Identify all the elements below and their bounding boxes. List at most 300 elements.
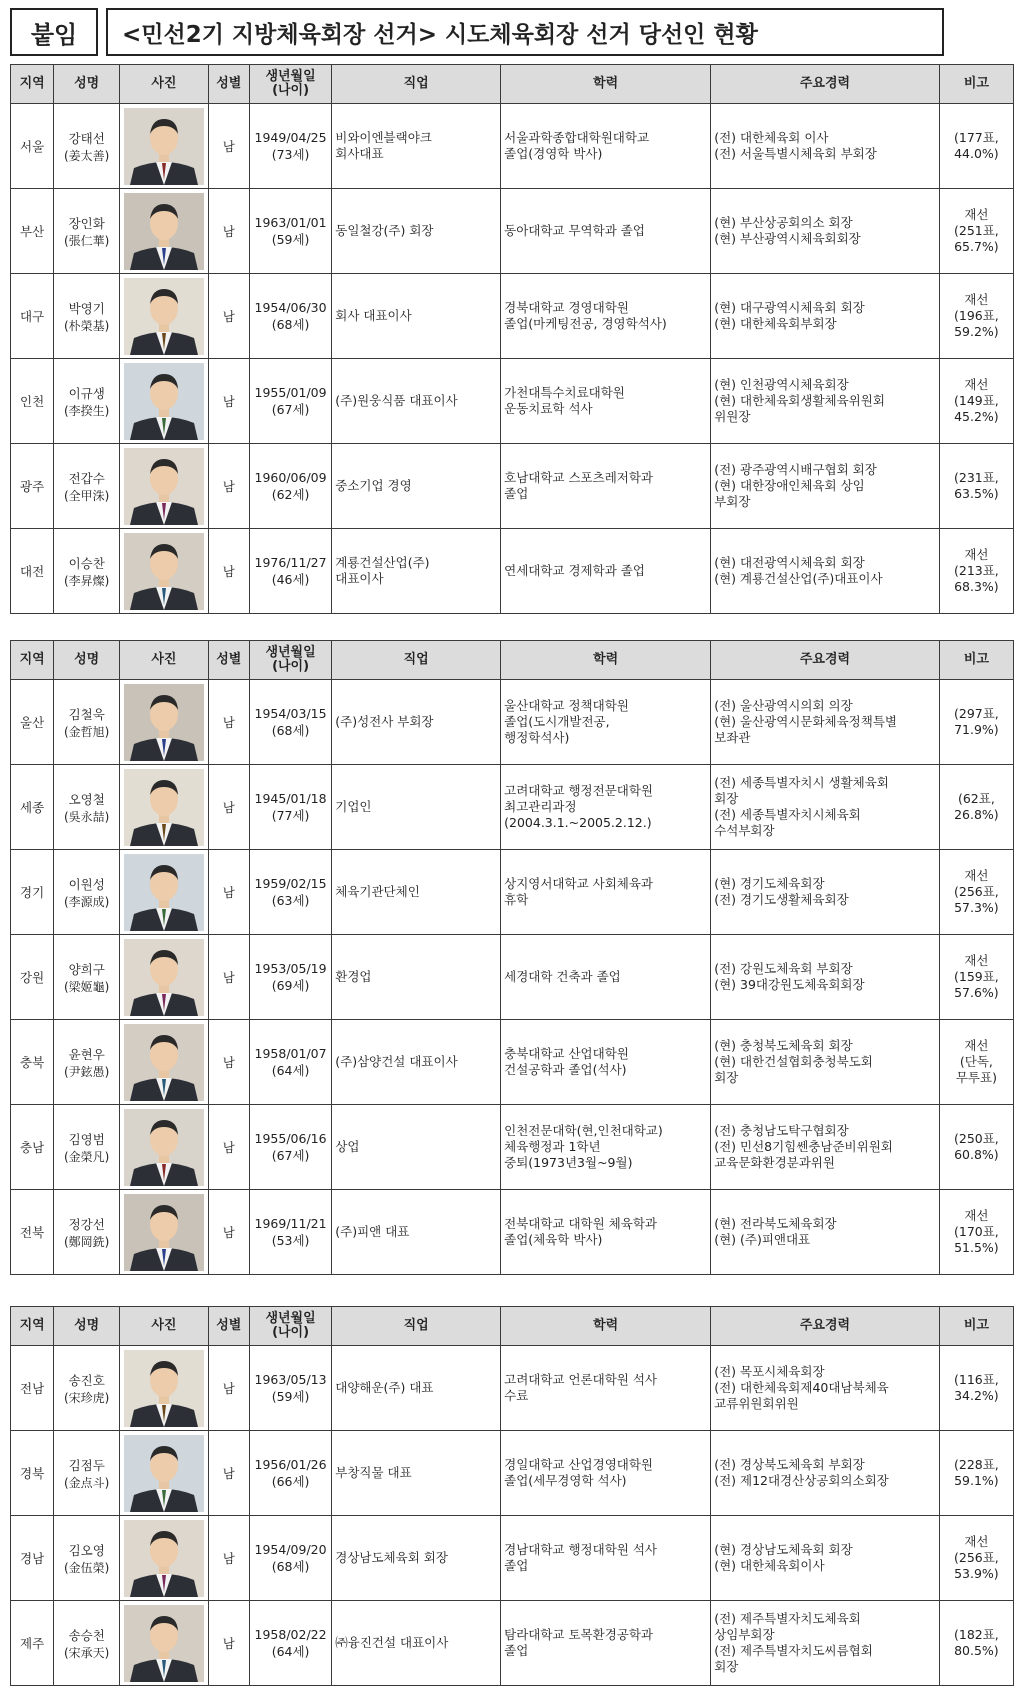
region-cell: 대전 bbox=[11, 529, 54, 614]
text-line: 행정학석사) bbox=[504, 730, 570, 745]
portrait-photo-icon bbox=[124, 1520, 204, 1597]
text-line: 경북대학교 경영대학원 bbox=[504, 300, 629, 315]
header-name: 성명 bbox=[54, 65, 120, 104]
note-line: 59.1%) bbox=[954, 1473, 999, 1488]
header-row bbox=[11, 65, 1014, 104]
text-line: (현) (주)피앤대표 bbox=[714, 1232, 811, 1247]
table-row bbox=[11, 1190, 1014, 1275]
region-cell: 전북 bbox=[11, 1190, 54, 1275]
name-cell bbox=[54, 765, 120, 850]
text-line: (전) 세종특별자치시 생활체육회 bbox=[714, 775, 889, 790]
note-line: (62표, bbox=[957, 791, 995, 806]
age: (59세) bbox=[271, 1388, 310, 1404]
note-line: 재선 bbox=[964, 868, 989, 883]
person-name-hanja: (金榮凡) bbox=[64, 1149, 110, 1164]
note-line: 68.3%) bbox=[954, 579, 999, 594]
text-line: (전) 경기도생활체육회장 bbox=[714, 892, 849, 907]
name-cell bbox=[54, 189, 120, 274]
region-cell: 부산 bbox=[11, 189, 54, 274]
note-cell bbox=[939, 1190, 1013, 1275]
header-name: 성명 bbox=[54, 1307, 120, 1346]
birth-cell bbox=[249, 1431, 331, 1516]
birth-cell bbox=[249, 850, 331, 935]
job-cell bbox=[332, 189, 501, 274]
text-line: 운동치료학 석사 bbox=[504, 401, 593, 416]
career-cell bbox=[711, 1431, 940, 1516]
table-header bbox=[11, 641, 1014, 680]
person-name: 김영범 bbox=[68, 1131, 105, 1147]
text-line: (현) 39대강원도체육회회장 bbox=[714, 977, 865, 992]
note-line: 44.0%) bbox=[954, 146, 999, 161]
person-name: 김오영 bbox=[68, 1542, 105, 1558]
birth-cell bbox=[249, 1020, 331, 1105]
name-cell bbox=[54, 444, 120, 529]
text-line: (전) 제주특별자치도씨름협회 bbox=[714, 1643, 873, 1658]
birth-date: 1954/06/30 bbox=[254, 299, 327, 315]
note-line: (170표, bbox=[954, 1224, 999, 1239]
header-birth-label: 생년월일 bbox=[265, 69, 316, 84]
birth-date: 1955/06/16 bbox=[254, 1130, 327, 1146]
region-cell: 울산 bbox=[11, 680, 54, 765]
gender-cell: 남 bbox=[208, 274, 249, 359]
region-cell: 제주 bbox=[11, 1601, 54, 1686]
job-cell bbox=[332, 1431, 501, 1516]
job-cell bbox=[332, 1190, 501, 1275]
job-cell bbox=[332, 850, 501, 935]
text-line: (현) 대한건설협회충청북도회 bbox=[714, 1054, 873, 1069]
photo-cell bbox=[120, 1105, 209, 1190]
person-name-hanja: (金伍榮) bbox=[64, 1560, 110, 1575]
birth-cell bbox=[249, 935, 331, 1020]
name-cell bbox=[54, 1190, 120, 1275]
text-line: 가천대특수치료대학원 bbox=[504, 385, 625, 400]
photo-cell bbox=[120, 1346, 209, 1431]
note-line: 60.8%) bbox=[954, 1147, 999, 1162]
note-cell bbox=[939, 1431, 1013, 1516]
text-line: 교류위원회위원 bbox=[714, 1396, 799, 1411]
text-line: 대양해운(주) 대표 bbox=[335, 1380, 434, 1395]
age: (67세) bbox=[271, 1147, 310, 1163]
person-name: 이규생 bbox=[68, 385, 105, 401]
header-age-label: (나이) bbox=[272, 1325, 310, 1340]
portrait-photo-icon bbox=[124, 939, 204, 1016]
education-cell bbox=[501, 935, 711, 1020]
header-job: 직업 bbox=[332, 1307, 501, 1346]
text-line: 중소기업 경영 bbox=[335, 478, 412, 493]
birth-cell bbox=[249, 189, 331, 274]
text-line: (전) 제12대경산상공회의소회장 bbox=[714, 1473, 889, 1488]
text-line: (주)피앤 대표 bbox=[335, 1224, 410, 1239]
education-cell bbox=[501, 444, 711, 529]
note-line: 재선 bbox=[964, 953, 989, 968]
birth-date: 1976/11/27 bbox=[254, 554, 327, 570]
name-cell bbox=[54, 359, 120, 444]
photo-cell bbox=[120, 1516, 209, 1601]
education-cell bbox=[501, 1516, 711, 1601]
person-name: 양희구 bbox=[68, 961, 105, 977]
text-line: 상업 bbox=[335, 1139, 360, 1154]
photo-cell bbox=[120, 765, 209, 850]
person-name-hanja: (姜太善) bbox=[64, 148, 110, 163]
education-cell bbox=[501, 529, 711, 614]
text-line: 위원장 bbox=[714, 409, 751, 424]
birth-date: 1963/01/01 bbox=[254, 214, 327, 230]
note-line: 59.2%) bbox=[954, 324, 999, 339]
region-cell: 서울 bbox=[11, 104, 54, 189]
note-line: (228표, bbox=[954, 1457, 999, 1472]
note-cell bbox=[939, 1105, 1013, 1190]
job-cell bbox=[332, 680, 501, 765]
note-line: 재선 bbox=[964, 292, 989, 307]
portrait-photo-icon bbox=[124, 1194, 204, 1271]
photo-cell bbox=[120, 680, 209, 765]
text-line: 경상남도체육회 회장 bbox=[335, 1550, 448, 1565]
region-cell: 충북 bbox=[11, 1020, 54, 1105]
text-line: 탐라대학교 토목환경공학과 bbox=[504, 1627, 653, 1642]
table-row bbox=[11, 1105, 1014, 1190]
text-line: 체육기관단체인 bbox=[335, 884, 420, 899]
note-line: (177표, bbox=[954, 130, 999, 145]
header-education: 학력 bbox=[501, 65, 711, 104]
text-line: 졸업 bbox=[504, 1558, 529, 1573]
gender-cell: 남 bbox=[208, 1516, 249, 1601]
job-cell bbox=[332, 444, 501, 529]
text-line: (현) 인천광역시체육회장 bbox=[714, 377, 849, 392]
table-header bbox=[11, 65, 1014, 104]
text-line: 경남대학교 행정대학원 석사 bbox=[504, 1542, 657, 1557]
note-line: (213표, bbox=[954, 563, 999, 578]
text-line: (현) 경기도체육회장 bbox=[714, 876, 825, 891]
career-cell bbox=[711, 1516, 940, 1601]
person-name: 김철욱 bbox=[68, 706, 105, 722]
career-cell bbox=[711, 850, 940, 935]
photo-cell bbox=[120, 1601, 209, 1686]
note-line: 65.7%) bbox=[954, 239, 999, 254]
portrait-photo-icon bbox=[124, 769, 204, 846]
birth-cell bbox=[249, 359, 331, 444]
note-line: 57.6%) bbox=[954, 985, 999, 1000]
header-job: 직업 bbox=[332, 641, 501, 680]
table-row bbox=[11, 765, 1014, 850]
career-cell bbox=[711, 1346, 940, 1431]
career-cell bbox=[711, 104, 940, 189]
text-line: (전) 경상북도체육회 부회장 bbox=[714, 1457, 865, 1472]
region-cell: 경남 bbox=[11, 1516, 54, 1601]
text-line: 회장 bbox=[714, 1070, 739, 1085]
text-line: (현) 대한체육회이사 bbox=[714, 1558, 825, 1573]
person-name-hanja: (梁姬龜) bbox=[64, 979, 110, 994]
birth-date: 1949/04/25 bbox=[254, 129, 327, 145]
person-name-hanja: (鄭岡銑) bbox=[64, 1234, 110, 1249]
note-cell bbox=[939, 444, 1013, 529]
job-cell bbox=[332, 1105, 501, 1190]
portrait-photo-icon bbox=[124, 448, 204, 525]
portrait-photo-icon bbox=[124, 1605, 204, 1682]
gender-cell: 남 bbox=[208, 1105, 249, 1190]
birth-date: 1954/09/20 bbox=[254, 1541, 327, 1557]
job-cell bbox=[332, 1601, 501, 1686]
education-cell bbox=[501, 1346, 711, 1431]
text-line: (전) 민선8기힘쎈충남준비위원회 bbox=[714, 1139, 893, 1154]
age: (64세) bbox=[271, 1643, 310, 1659]
region-cell: 경북 bbox=[11, 1431, 54, 1516]
photo-cell bbox=[120, 189, 209, 274]
age: (64세) bbox=[271, 1062, 310, 1078]
birth-date: 1954/03/15 bbox=[254, 705, 327, 721]
gender-cell: 남 bbox=[208, 680, 249, 765]
text-line: (주)원웅식품 대표이사 bbox=[335, 393, 458, 408]
text-line: (전) 울산광역시의회 의장 bbox=[714, 698, 853, 713]
text-line: 상임부회장 bbox=[714, 1627, 775, 1642]
text-line: (전) 강원도체육회 부회장 bbox=[714, 961, 853, 976]
text-line: (현) 충청북도체육회 회장 bbox=[714, 1038, 853, 1053]
photo-cell bbox=[120, 1190, 209, 1275]
birth-cell bbox=[249, 1190, 331, 1275]
header-education: 학력 bbox=[501, 1307, 711, 1346]
education-cell bbox=[501, 765, 711, 850]
header-career: 주요경력 bbox=[711, 641, 940, 680]
person-name: 이원성 bbox=[68, 876, 105, 892]
job-cell bbox=[332, 359, 501, 444]
table-row bbox=[11, 529, 1014, 614]
age: (68세) bbox=[271, 722, 310, 738]
note-line: 재선 bbox=[964, 377, 989, 392]
text-line: 졸업(도시개발전공, bbox=[504, 714, 610, 729]
person-name: 송진호 bbox=[68, 1372, 105, 1388]
age: (63세) bbox=[271, 892, 310, 908]
person-name-hanja: (金哲旭) bbox=[64, 724, 110, 739]
birth-date: 1956/01/26 bbox=[254, 1456, 327, 1472]
region-cell: 전남 bbox=[11, 1346, 54, 1431]
person-name: 박영기 bbox=[68, 300, 105, 316]
note-line: 80.5%) bbox=[954, 1643, 999, 1658]
header-note: 비고 bbox=[939, 65, 1013, 104]
region-cell: 강원 bbox=[11, 935, 54, 1020]
person-name: 장인화 bbox=[68, 215, 105, 231]
age: (66세) bbox=[271, 1473, 310, 1489]
person-name-hanja: (李揆生) bbox=[64, 403, 110, 418]
birth-cell bbox=[249, 1346, 331, 1431]
photo-cell bbox=[120, 104, 209, 189]
text-line: 회사 대표이사 bbox=[335, 308, 412, 323]
birth-cell bbox=[249, 1105, 331, 1190]
header-gender: 성별 bbox=[208, 641, 249, 680]
region-cell: 충남 bbox=[11, 1105, 54, 1190]
age: (59세) bbox=[271, 231, 310, 247]
text-line: (현) 울산광역시문화체육정책특별 bbox=[714, 714, 897, 729]
job-cell bbox=[332, 1346, 501, 1431]
table-header bbox=[11, 1307, 1014, 1346]
person-name-hanja: (張仁華) bbox=[64, 233, 110, 248]
winners-table-3 bbox=[10, 1306, 1014, 1686]
note-cell bbox=[939, 935, 1013, 1020]
note-line: (단독, bbox=[959, 1054, 993, 1069]
gender-cell: 남 bbox=[208, 765, 249, 850]
header-career: 주요경력 bbox=[711, 65, 940, 104]
job-cell bbox=[332, 1020, 501, 1105]
header-birth bbox=[249, 641, 331, 680]
note-line: (149표, bbox=[954, 393, 999, 408]
text-line: 경일대학교 산업경영대학원 bbox=[504, 1457, 653, 1472]
birth-date: 1959/02/15 bbox=[254, 875, 327, 891]
text-line: 건설공학과 졸업(석사) bbox=[504, 1062, 627, 1077]
text-line: (전) 제주특별자치도체육회 bbox=[714, 1611, 861, 1626]
job-cell bbox=[332, 104, 501, 189]
person-name-hanja: (朴榮基) bbox=[64, 318, 110, 333]
education-cell bbox=[501, 189, 711, 274]
text-line: (현) 대구광역시체육회 회장 bbox=[714, 300, 865, 315]
name-cell bbox=[54, 1105, 120, 1190]
photo-cell bbox=[120, 850, 209, 935]
table-row bbox=[11, 935, 1014, 1020]
text-line: 졸업(체육학 박사) bbox=[504, 1232, 603, 1247]
note-cell bbox=[939, 1601, 1013, 1686]
note-cell bbox=[939, 765, 1013, 850]
header-birth-label: 생년월일 bbox=[265, 1311, 316, 1326]
person-name: 윤현우 bbox=[68, 1046, 105, 1062]
job-cell bbox=[332, 1516, 501, 1601]
note-cell bbox=[939, 529, 1013, 614]
note-line: (196표, bbox=[954, 308, 999, 323]
career-cell bbox=[711, 274, 940, 359]
header-education: 학력 bbox=[501, 641, 711, 680]
text-line: 휴학 bbox=[504, 892, 529, 907]
text-line: 회사대표 bbox=[335, 146, 384, 161]
text-line: (전) 대한체육회 이사 bbox=[714, 130, 829, 145]
header-birth bbox=[249, 65, 331, 104]
photo-cell bbox=[120, 529, 209, 614]
text-line: 고려대학교 행정전문대학원 bbox=[504, 783, 653, 798]
note-line: 71.9%) bbox=[954, 722, 999, 737]
career-cell bbox=[711, 680, 940, 765]
gender-cell: 남 bbox=[208, 189, 249, 274]
gender-cell: 남 bbox=[208, 104, 249, 189]
note-line: (231표, bbox=[954, 470, 999, 485]
note-line: 재선 bbox=[964, 1534, 989, 1549]
age: (53세) bbox=[271, 1232, 310, 1248]
text-line: (현) 전라북도체육회장 bbox=[714, 1216, 837, 1231]
note-line: (256표, bbox=[954, 1550, 999, 1565]
text-line: (주)삼양건설 대표이사 bbox=[335, 1054, 458, 1069]
photo-cell bbox=[120, 444, 209, 529]
text-line: 부창직물 대표 bbox=[335, 1465, 412, 1480]
education-cell bbox=[501, 850, 711, 935]
note-cell bbox=[939, 1020, 1013, 1105]
text-line: 동아대학교 무역학과 졸업 bbox=[504, 223, 645, 238]
photo-cell bbox=[120, 359, 209, 444]
region-cell: 경기 bbox=[11, 850, 54, 935]
name-cell bbox=[54, 1601, 120, 1686]
career-cell bbox=[711, 189, 940, 274]
table-row bbox=[11, 1601, 1014, 1686]
text-line: 인천전문대학(현,인천대학교) bbox=[504, 1123, 663, 1138]
birth-date: 1945/01/18 bbox=[254, 790, 327, 806]
header-name: 성명 bbox=[54, 641, 120, 680]
text-line: 세경대학 건축과 졸업 bbox=[504, 969, 621, 984]
header-birth-label: 생년월일 bbox=[265, 645, 316, 660]
note-line: (182표, bbox=[954, 1627, 999, 1642]
name-cell bbox=[54, 529, 120, 614]
text-line: 호남대학교 스포츠레저학과 bbox=[504, 470, 653, 485]
birth-cell bbox=[249, 444, 331, 529]
person-name: 오영철 bbox=[68, 791, 105, 807]
note-cell bbox=[939, 850, 1013, 935]
name-cell bbox=[54, 680, 120, 765]
portrait-photo-icon bbox=[124, 1435, 204, 1512]
career-cell bbox=[711, 529, 940, 614]
person-name: 전갑수 bbox=[68, 470, 105, 486]
birth-cell bbox=[249, 680, 331, 765]
portrait-photo-icon bbox=[124, 108, 204, 185]
portrait-photo-icon bbox=[124, 684, 204, 761]
job-cell bbox=[332, 529, 501, 614]
portrait-photo-icon bbox=[124, 363, 204, 440]
name-cell bbox=[54, 935, 120, 1020]
header-career: 주요경력 bbox=[711, 1307, 940, 1346]
text-line: (현) 경상남도체육회 회장 bbox=[714, 1542, 853, 1557]
photo-cell bbox=[120, 1431, 209, 1516]
note-line: 재선 bbox=[964, 207, 989, 222]
note-line: 53.9%) bbox=[954, 1566, 999, 1581]
text-line: (현) 부산광역시체육회회장 bbox=[714, 231, 861, 246]
note-line: (256표, bbox=[954, 884, 999, 899]
text-line: (2004.3.1.~2005.2.12.) bbox=[504, 815, 652, 830]
text-line: 보좌관 bbox=[714, 730, 751, 745]
note-line: 51.5%) bbox=[954, 1240, 999, 1255]
note-line: 무투표) bbox=[955, 1070, 997, 1085]
table-row bbox=[11, 444, 1014, 529]
text-line: 졸업(경영학 박사) bbox=[504, 146, 603, 161]
name-cell bbox=[54, 104, 120, 189]
text-line: 회장 bbox=[714, 791, 739, 806]
text-line: (전) 서울특별시체육회 부회장 bbox=[714, 146, 877, 161]
career-cell bbox=[711, 1105, 940, 1190]
person-name-hanja: (李昇燦) bbox=[64, 573, 110, 588]
text-line: 부회장 bbox=[714, 494, 751, 509]
header-photo: 사진 bbox=[120, 65, 209, 104]
education-cell bbox=[501, 1190, 711, 1275]
winners-table-2 bbox=[10, 640, 1014, 1275]
birth-date: 1963/05/13 bbox=[254, 1371, 327, 1387]
text-line: 충북대학교 산업대학원 bbox=[504, 1046, 629, 1061]
annex-label: 붙임 bbox=[10, 8, 98, 56]
table-row bbox=[11, 359, 1014, 444]
text-line: 교육문화환경분과위원 bbox=[714, 1155, 835, 1170]
header-photo: 사진 bbox=[120, 1307, 209, 1346]
gender-cell: 남 bbox=[208, 850, 249, 935]
education-cell bbox=[501, 359, 711, 444]
job-cell bbox=[332, 935, 501, 1020]
note-line: 재선 bbox=[964, 547, 989, 562]
note-line: (159표, bbox=[954, 969, 999, 984]
text-line: (전) 충청남도탁구협회장 bbox=[714, 1123, 849, 1138]
table-row bbox=[11, 1516, 1014, 1601]
portrait-photo-icon bbox=[124, 278, 204, 355]
portrait-photo-icon bbox=[124, 854, 204, 931]
education-cell bbox=[501, 274, 711, 359]
age: (67세) bbox=[271, 401, 310, 417]
text-line: 졸업 bbox=[504, 486, 529, 501]
age: (73세) bbox=[271, 146, 310, 162]
photo-cell bbox=[120, 274, 209, 359]
text-line: (현) 대전광역시체육회 회장 bbox=[714, 555, 865, 570]
header-note: 비고 bbox=[939, 641, 1013, 680]
portrait-photo-icon bbox=[124, 1350, 204, 1427]
text-line: 대표이사 bbox=[335, 571, 384, 586]
birth-cell bbox=[249, 1601, 331, 1686]
text-line: 수석부회장 bbox=[714, 823, 775, 838]
text-line: 울산대학교 정책대학원 bbox=[504, 698, 629, 713]
